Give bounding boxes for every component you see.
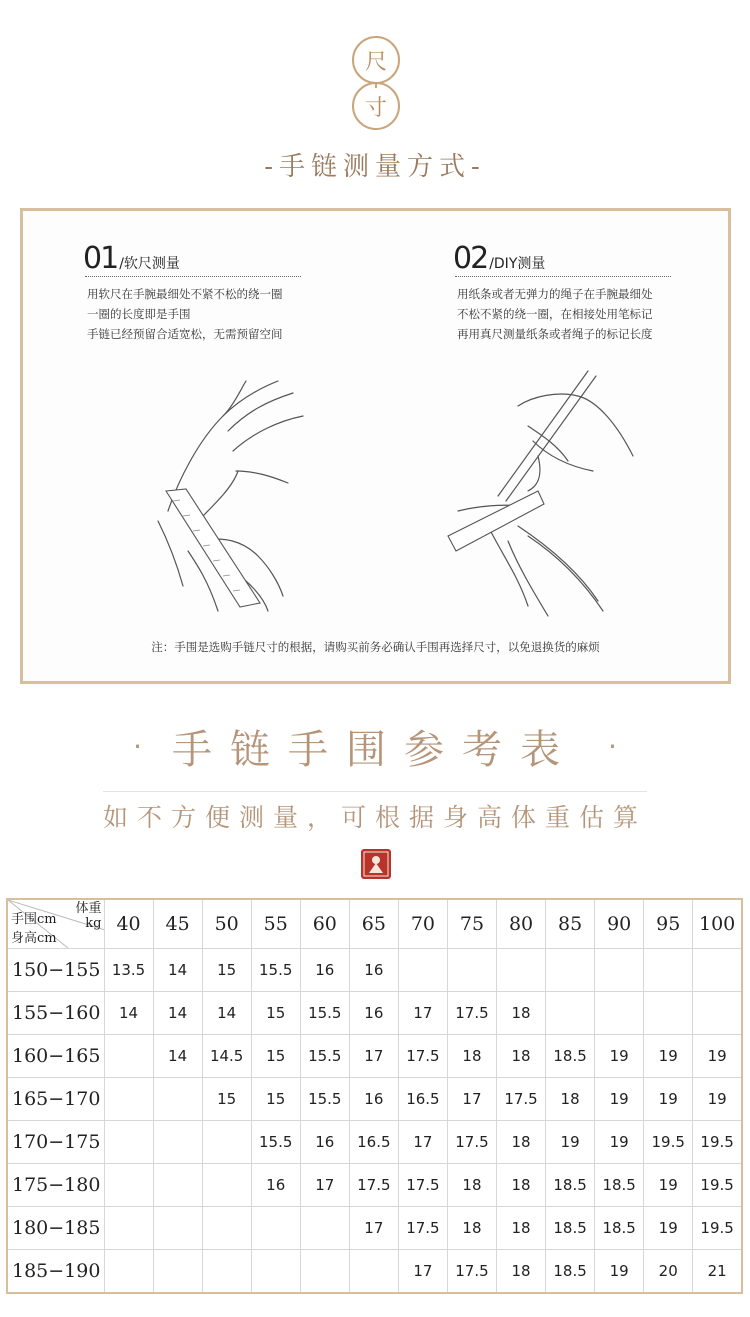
weight-header-cell: 45 <box>153 899 202 949</box>
weight-header-cell: 60 <box>300 899 349 949</box>
method2-line: 不松不紧的绕一圈，在相接处用笔标记 <box>457 307 653 321</box>
wrist-size-cell: 19 <box>644 1164 693 1207</box>
wrist-size-cell <box>644 992 693 1035</box>
diy-strip-hand-illustration <box>418 366 648 626</box>
method2-name: /DIY测量 <box>489 256 546 272</box>
wrist-size-cell: 14 <box>153 1035 202 1078</box>
table-corner-header <box>7 899 104 949</box>
wrist-size-cell <box>202 1164 251 1207</box>
wrist-size-cell: 18 <box>447 1207 496 1250</box>
wrist-size-cell <box>202 1250 251 1294</box>
wrist-size-cell: 16 <box>300 949 349 992</box>
decorative-dot-right: · <box>608 729 617 763</box>
wrist-size-cell: 18.5 <box>546 1035 595 1078</box>
weight-header-cell: 95 <box>644 899 693 949</box>
seal-top-circle <box>352 36 400 84</box>
wrist-size-cell: 17.5 <box>349 1164 398 1207</box>
method2-description <box>457 284 653 344</box>
seal-bottom-circle <box>352 82 400 130</box>
reference-table-title: 手链手围参考表 <box>172 726 578 773</box>
wrist-size-cell <box>153 1250 202 1294</box>
wrist-size-cell <box>398 949 447 992</box>
wrist-size-cell: 16.5 <box>349 1121 398 1164</box>
wrist-size-cell: 19 <box>644 1078 693 1121</box>
method1-dotted-rule <box>85 276 301 277</box>
wrist-size-cell: 17.5 <box>398 1207 447 1250</box>
wrist-size-cell: 17.5 <box>447 992 496 1035</box>
wrist-size-cell: 15 <box>202 949 251 992</box>
wrist-size-cell <box>104 1164 153 1207</box>
wrist-size-cell: 18 <box>497 1121 546 1164</box>
wrist-size-cell: 17.5 <box>398 1035 447 1078</box>
wrist-size-cell: 18.5 <box>546 1250 595 1294</box>
wrist-size-cell <box>153 1164 202 1207</box>
seal-char-top: 尺 <box>364 49 387 75</box>
height-range-cell: 150−155 <box>7 949 104 992</box>
wrist-size-cell: 18.5 <box>595 1164 644 1207</box>
wrist-size-cell: 19.5 <box>693 1164 742 1207</box>
wrist-size-cell: 17.5 <box>447 1121 496 1164</box>
table-row <box>7 949 742 992</box>
method1-description <box>87 284 283 344</box>
seal-char-bottom: 寸 <box>364 95 387 121</box>
wrist-size-cell: 15.5 <box>300 992 349 1035</box>
wrist-size-cell <box>497 949 546 992</box>
wrist-size-cell <box>153 1078 202 1121</box>
corner-weight-label <box>75 901 101 931</box>
method1-line: 用软尺在手腕最细处不紧不松的绕一圈 <box>87 287 283 301</box>
method2-heading <box>453 241 545 276</box>
corner-wrist-label: 手围cm <box>11 912 57 927</box>
decorative-dot-left: · <box>133 729 142 763</box>
method2-line: 再用真尺测量纸条或者绳子的标记长度 <box>457 327 653 341</box>
wrist-size-cell: 13.5 <box>104 949 153 992</box>
weight-header-row <box>7 899 742 949</box>
wrist-size-cell: 15.5 <box>251 949 300 992</box>
wrist-size-cell: 17 <box>398 1121 447 1164</box>
table-row <box>7 1250 742 1294</box>
wrist-size-cell: 19 <box>644 1207 693 1250</box>
weight-header-cell: 100 <box>693 899 742 949</box>
wrist-size-cell <box>104 1207 153 1250</box>
wrist-size-cell: 15.5 <box>300 1035 349 1078</box>
estimate-subtitle: 如不方便测量，可根据身高体重估算 <box>102 803 647 832</box>
wrist-size-cell: 16 <box>349 992 398 1035</box>
wrist-size-cell <box>595 992 644 1035</box>
method1-line: 手链已经预留合适宽松，无需预留空间 <box>87 327 283 341</box>
wrist-size-cell: 19 <box>644 1035 693 1078</box>
wrist-size-cell: 19.5 <box>693 1207 742 1250</box>
wrist-size-cell: 14 <box>104 992 153 1035</box>
wrist-size-cell <box>104 1035 153 1078</box>
measurement-note: 注：手围是选购手链尺寸的根据，请购买前务必确认手围再选择尺寸，以免退换货的麻烦 <box>151 640 600 654</box>
wrist-size-cell: 19 <box>595 1078 644 1121</box>
wrist-size-cell: 18.5 <box>546 1207 595 1250</box>
table-row <box>7 1035 742 1078</box>
wrist-size-cell: 19 <box>693 1035 742 1078</box>
wrist-size-cell <box>153 1121 202 1164</box>
method1-line: 一圈的长度即是手围 <box>87 307 191 321</box>
height-range-cell: 160−165 <box>7 1035 104 1078</box>
wrist-size-cell <box>202 1121 251 1164</box>
wrist-size-cell: 17.5 <box>398 1164 447 1207</box>
wrist-size-cell: 15 <box>251 992 300 1035</box>
table-row <box>7 992 742 1035</box>
wrist-size-cell: 19.5 <box>693 1121 742 1164</box>
wrist-size-cell: 17.5 <box>447 1250 496 1294</box>
corner-height-label: 身高cm <box>11 931 57 946</box>
wrist-size-cell <box>104 1078 153 1121</box>
wrist-size-cell <box>300 1207 349 1250</box>
wrist-size-cell: 16 <box>300 1121 349 1164</box>
wrist-size-cell: 14 <box>153 949 202 992</box>
wrist-size-cell <box>644 949 693 992</box>
weight-header-cell: 80 <box>497 899 546 949</box>
corner-weight-text: 体重 <box>75 901 102 916</box>
height-range-cell: 185−190 <box>7 1250 104 1294</box>
table-row <box>7 1121 742 1164</box>
table-row <box>7 1207 742 1250</box>
wrist-size-cell <box>546 992 595 1035</box>
wrist-size-cell <box>546 949 595 992</box>
wrist-size-cell: 19.5 <box>644 1121 693 1164</box>
wrist-size-cell <box>104 1250 153 1294</box>
height-range-cell: 180−185 <box>7 1207 104 1250</box>
wrist-size-cell: 19 <box>595 1121 644 1164</box>
wrist-size-cell <box>153 1207 202 1250</box>
weight-header-cell: 65 <box>349 899 398 949</box>
wrist-size-cell: 15.5 <box>300 1078 349 1121</box>
wrist-size-cell: 17 <box>447 1078 496 1121</box>
wrist-size-cell <box>447 949 496 992</box>
wrist-size-cell: 17 <box>349 1035 398 1078</box>
wrist-size-cell: 17.5 <box>497 1078 546 1121</box>
wrist-size-cell: 18.5 <box>546 1164 595 1207</box>
measure-instructions-panel <box>20 208 731 684</box>
wrist-size-cell <box>349 1250 398 1294</box>
table-row <box>7 1164 742 1207</box>
weight-header-cell: 70 <box>398 899 447 949</box>
wrist-size-cell: 17 <box>398 1250 447 1294</box>
wrist-size-cell: 18 <box>497 992 546 1035</box>
wrist-size-cell: 19 <box>595 1250 644 1294</box>
wrist-size-cell: 18.5 <box>595 1207 644 1250</box>
wrist-size-cell <box>300 1250 349 1294</box>
wrist-size-cell <box>251 1250 300 1294</box>
wrist-size-cell: 14 <box>202 992 251 1035</box>
wrist-size-cell: 18 <box>497 1250 546 1294</box>
method1-name: /软尺测量 <box>119 256 180 272</box>
height-range-cell: 170−175 <box>7 1121 104 1164</box>
weight-header-cell: 75 <box>447 899 496 949</box>
method2-number: 02 <box>453 241 488 276</box>
method1-heading <box>83 241 180 276</box>
wrist-size-cell: 15 <box>202 1078 251 1121</box>
height-range-cell: 165−170 <box>7 1078 104 1121</box>
wrist-size-cell: 17 <box>398 992 447 1035</box>
wrist-size-reference-table <box>6 898 743 1294</box>
table-row <box>7 1078 742 1121</box>
wrist-size-cell: 15 <box>251 1035 300 1078</box>
weight-header-cell: 85 <box>546 899 595 949</box>
wrist-size-cell: 18 <box>497 1207 546 1250</box>
wrist-size-cell: 15 <box>251 1078 300 1121</box>
wrist-size-cell: 15.5 <box>251 1121 300 1164</box>
wrist-size-cell: 18 <box>447 1035 496 1078</box>
wrist-size-cell: 16.5 <box>398 1078 447 1121</box>
height-range-cell: 155−160 <box>7 992 104 1035</box>
wrist-size-cell: 19 <box>595 1035 644 1078</box>
wrist-size-cell <box>251 1207 300 1250</box>
wrist-size-cell: 14 <box>153 992 202 1035</box>
wrist-size-cell: 18 <box>447 1164 496 1207</box>
wrist-size-cell: 17 <box>349 1207 398 1250</box>
method2-line: 用纸条或者无弹力的绳子在手腕最细处 <box>457 287 653 301</box>
section-divider <box>103 791 647 792</box>
soft-tape-hand-illustration <box>128 371 328 621</box>
wrist-size-cell: 17 <box>300 1164 349 1207</box>
wrist-size-cell <box>693 949 742 992</box>
red-seal-stamp-icon <box>361 849 391 879</box>
wrist-size-cell: 16 <box>251 1164 300 1207</box>
wrist-size-cell: 18 <box>497 1164 546 1207</box>
height-range-cell: 175−180 <box>7 1164 104 1207</box>
weight-header-cell: 90 <box>595 899 644 949</box>
wrist-size-cell: 19 <box>546 1121 595 1164</box>
corner-weight-unit: kg <box>85 916 102 931</box>
measure-method-title: -手链测量方式- <box>264 152 486 182</box>
reference-table-heading <box>0 716 750 776</box>
wrist-size-cell <box>104 1121 153 1164</box>
wrist-size-cell: 19 <box>693 1078 742 1121</box>
method2-dotted-rule <box>455 276 671 277</box>
wrist-size-cell: 18 <box>497 1035 546 1078</box>
method1-number: 01 <box>83 241 118 276</box>
wrist-size-cell <box>693 992 742 1035</box>
wrist-size-cell: 16 <box>349 949 398 992</box>
weight-header-cell: 55 <box>251 899 300 949</box>
wrist-size-cell: 14.5 <box>202 1035 251 1078</box>
wrist-size-cell: 16 <box>349 1078 398 1121</box>
weight-header-cell: 40 <box>104 899 153 949</box>
weight-header-cell: 50 <box>202 899 251 949</box>
wrist-size-cell: 20 <box>644 1250 693 1294</box>
wrist-size-cell: 21 <box>693 1250 742 1294</box>
wrist-size-cell <box>595 949 644 992</box>
wrist-size-cell <box>202 1207 251 1250</box>
wrist-size-cell: 18 <box>546 1078 595 1121</box>
